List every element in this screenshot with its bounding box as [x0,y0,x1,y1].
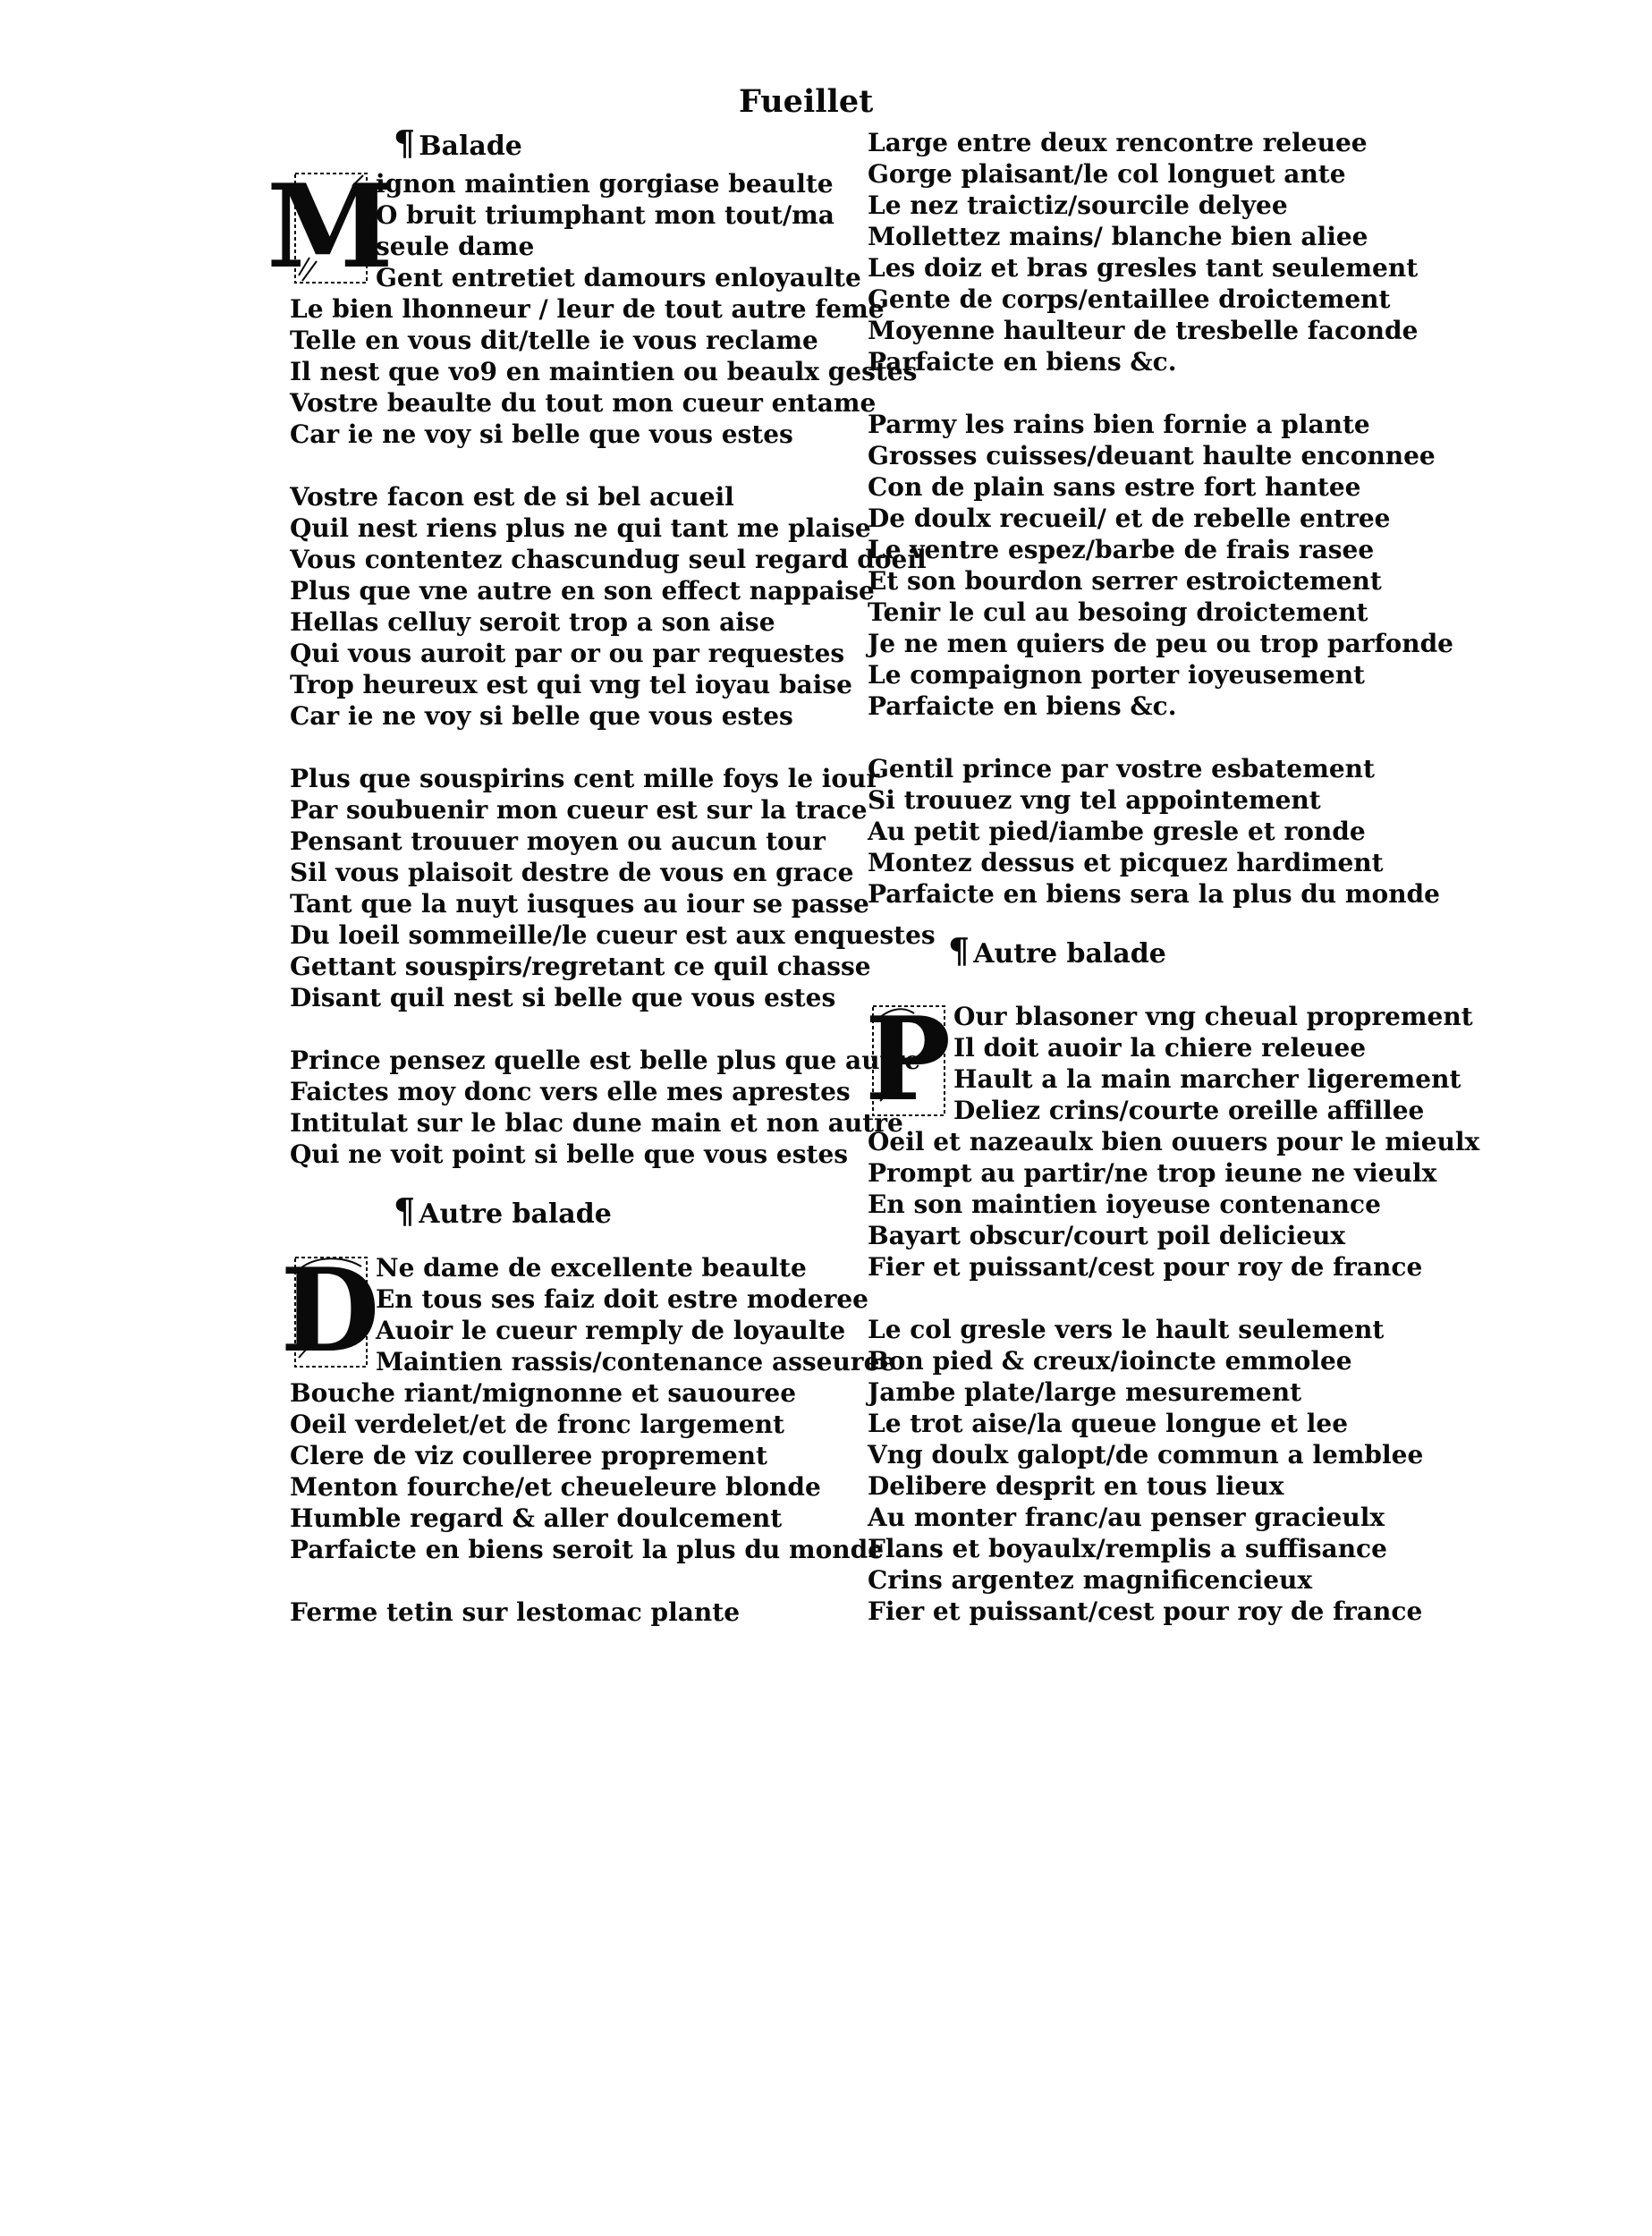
verse-line: Gettant souspirs/regretant ce quil chasse [290,952,871,981]
verse-line: seule dame [376,232,535,261]
verse-line: Fier et puissant/cest pour roy de france [868,1597,1423,1626]
pilcrow-icon: ¶ [394,123,416,163]
verse-line: Tenir le cul au besoing droictement [868,597,1368,627]
verse-line: Parfaicte en biens sera la plus du monde [868,879,1440,909]
section-heading-autre-balade [948,926,1440,976]
verse-line: Plus que vne autre en son effect nappaise [290,576,875,606]
verse-line: De doulx recueil/ et de rebelle entree [868,504,1391,533]
verse-line: Humble regard & aller doulcement [290,1503,783,1533]
verse-line: Bayart obscur/court poil delicieux [868,1221,1346,1250]
verse-line: Grosses cuisses/deuant haulte enconnee [868,441,1436,470]
verse-line: Moyenne haulteur de tresbelle faconde [868,316,1419,345]
verse-line: O bruit triumphant mon tout/ma [376,200,834,230]
verse-line: Oeil et nazeaulx bien ouuers pour le mieulx [868,1127,1480,1156]
stanza-4 [290,1045,921,1170]
verse-line: Vostre beaulte du tout mon cueur entame [290,388,877,418]
stanza-2 [290,481,927,732]
verse-line: En son maintien ioyeuse contenance [868,1190,1381,1219]
initial-letter: D [280,1244,380,1378]
right-column [864,127,1480,1627]
verse-line: Fier et puissant/cest pour roy de france [868,1252,1423,1282]
verse-line: Et son bourdon serrer estroictement [868,566,1382,596]
verse-line: Our blasoner vng cheual proprement [953,1002,1473,1031]
verse-line: Clere de viz coulleree proprement [290,1441,767,1470]
stanza-gap [868,377,1440,409]
verse-line: Car ie ne voy si belle que vous estes [290,701,793,731]
pilcrow-icon: ¶ [948,930,970,970]
verse-line: Hault a la main marcher ligerement [953,1064,1461,1094]
verse-line: Le compaignon porter ioyeusement [868,660,1365,690]
verse-line: Au monter franc/au penser gracieulx [868,1503,1385,1532]
stanza-r1 [868,127,1440,377]
verse-line: Vng doulx galopt/de commun a lemblee [868,1440,1424,1469]
verse-line: Parmy les rains bien fornie a plante [868,410,1370,439]
stanza-5 [280,1244,896,1565]
verse-line: Auoir le cueur remply de loyaulte [376,1316,846,1345]
decorated-initial [864,993,952,1127]
verse-line: Gente de corps/entaillee droictement [868,284,1391,314]
section-heading-balade [394,118,862,168]
verse-line: Con de plain sans estre fort hantee [868,472,1361,502]
verse-line: Trop heureux est qui vng tel ioyau baise [290,670,852,699]
verse-line: Hellas celluy seroit trop a son aise [290,607,775,637]
verse-line: Mollettez mains/ blanche bien aliee [868,222,1368,251]
verse-line: Tant que la nuyt iusques au iour se passe [290,889,869,919]
verse-line: Il nest que vo9 en maintien ou beaulx gestes [290,357,918,386]
verse-line: Crins argentez magnificencieux [868,1565,1313,1595]
verse-line: Plus que souspirins cent mille foys le iour [290,764,880,793]
heading-text: Autre balade [419,1198,612,1230]
verse-line: Prince pensez quelle est belle plus que autre [290,1046,921,1075]
stanza-gap [290,1565,862,1597]
verse-line: Vostre facon est de si bel acueil [290,482,734,512]
verse-line: Par soubuenir mon cueur est sur la trace [290,795,868,825]
verse-line: Car ie ne voy si belle que vous estes [290,419,793,449]
pilcrow-icon: ¶ [394,1190,416,1231]
folio-header: Fueillet [739,83,874,120]
stanza-gap [290,450,862,481]
stanza-gap [290,1013,862,1045]
verse-line: Le nez traictiz/sourcile delyee [868,191,1288,220]
stanza-r2 [868,409,1453,722]
verse-line: Le trot aise/la queue longue et lee [868,1409,1349,1438]
stanza-gap [290,732,862,763]
verse-line: Qui ne voit point si belle que vous estes [290,1139,849,1169]
initial-letter: P [864,993,952,1127]
heading-text: Autre balade [973,938,1166,970]
verse-line: Large entre deux rencontre releuee [868,128,1368,157]
verse-line: Bon pied & creux/ioincte emmolee [868,1346,1352,1376]
stanza-gap [868,722,1440,753]
verse-line: Parfaicte en biens seroit la plus du monde [290,1535,885,1564]
verse-line: Ne dame de excellente beaulte [376,1253,807,1283]
verse-line: Le ventre espez/barbe de frais rasee [868,535,1375,564]
verse-line: Au petit pied/iambe gresle et ronde [868,817,1366,846]
stanza-gap [868,976,1440,1001]
section-heading-autre-balade [394,1186,862,1236]
verse-line: En tous ses faiz doit estre moderee [376,1284,868,1314]
stanza-gap [290,1170,862,1186]
stanza-gap [868,1283,1440,1314]
verse-line: Deliez crins/courte oreille affillee [953,1096,1425,1125]
verse-line: Quil nest riens plus ne qui tant me plaise [290,513,871,543]
verse-line: Flans et boyaulx/remplis a suffisance [868,1534,1387,1563]
stanza-r4 [864,993,1480,1283]
verse-line: Prompt au partir/ne trop ieune ne vieulx [868,1158,1437,1188]
verse-line: Gent entretiet damours enloyaulte [376,263,861,292]
verse-line: Intitulat sur le blac dune main et non autre [290,1108,903,1138]
verse-line: Qui vous auroit par or ou par requestes [290,639,845,668]
verse-line: Delibere desprit en tous lieux [868,1471,1284,1501]
verse-line: Faictes moy donc vers elle mes aprestes [290,1077,851,1106]
verse-line: Oeil verdelet/et de fronc largement [290,1410,784,1439]
verse-line: Telle en vous dit/telle ie vous reclame [290,326,818,355]
verse-line: Disant quil nest si belle que vous estes [290,983,836,1012]
left-column [267,118,936,1628]
verse-line: Si trouuez vng tel appointement [868,785,1321,815]
verse-line: Parfaicte en biens &c. [868,691,1177,721]
stanza-r5 [868,1314,1440,1627]
verse-line: Gentil prince par vostre esbatement [868,754,1375,783]
verse-line: Menton fourche/et cheueleure blonde [290,1472,821,1502]
verse-line: Jambe plate/large mesurement [868,1377,1302,1407]
verse-line: Bouche riant/mignonne et sauouree [290,1378,797,1408]
stanza-1 [267,160,918,450]
stanza-3 [290,763,936,1013]
initial-letter: M [267,160,394,294]
decorated-initial [280,1244,380,1378]
verse-line: Le col gresle vers le hault seulement [868,1315,1385,1344]
verse-line: Du loeil sommeille/le cueur est aux enquestes [290,920,936,950]
verse-line: Vous contentez chascundug seul regard doeil [290,545,927,574]
heading-text: Balade [419,131,522,162]
verse-line: Pensant trouuer moyen ou aucun tour [290,826,826,856]
verse-line: Parfaicte en biens &c. [868,347,1177,377]
verse-line: Maintien rassis/contenance asseuree [376,1347,896,1376]
verse-line: Les doiz et bras gresles tant seulement [868,253,1419,283]
verse-line: Le bien lhonneur / leur de tout autre feme [290,294,885,324]
verse-line: Montez dessus et picquez hardiment [868,848,1384,877]
stanza-gap [868,910,1440,926]
verse-line: Ferme tetin sur lestomac plante [290,1597,741,1627]
verse-line: Il doit auoir la chiere releuee [953,1033,1367,1063]
verse-line: Gorge plaisant/le col longuet ante [868,159,1346,189]
verse-line: Sil vous plaisoit destre de vous en grace [290,858,854,887]
verse-line: Je ne men quiers de peu ou trop parfonde [868,629,1453,658]
verse-line: ignon maintien gorgiase beaulte [376,169,834,199]
decorated-initial [267,160,394,294]
stanza-r3 [868,753,1440,910]
